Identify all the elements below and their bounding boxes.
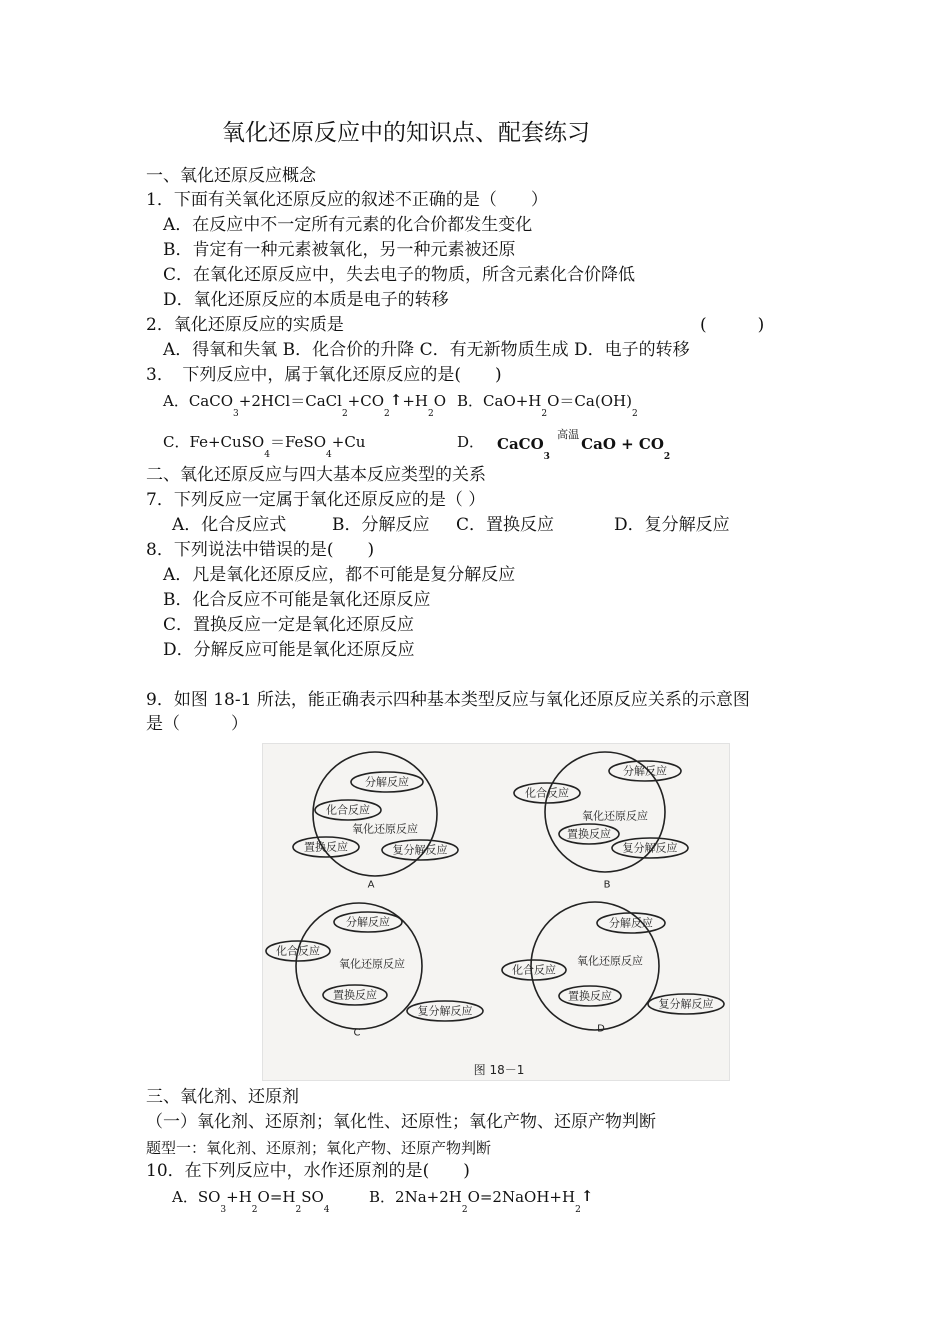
q10-a-part: O=H [257,1188,296,1206]
q10-b-part: O=2NaOH+H [467,1188,576,1206]
panel-b-displacement-label: 置换反应 [567,827,611,841]
panel-c-redox-label: 氧化还原反应 [339,957,405,971]
section-3-heading: 三、氧化剂、还原剂 [146,1087,299,1107]
q10-option-a [172,1186,330,1215]
q8-stem: 8．下列说法中错误的是( ) [146,540,375,560]
q9-stem-line2: 是（ ） [146,714,248,734]
q2-stem: 2．氧化还原反应的实质是 [146,315,344,335]
q1-option-a: A．在反应中不一定所有元素的化合价都发生变化 [163,215,533,235]
q7-option-d: D．复分解反应 [614,515,730,535]
q3-a-part: A．CaCO [163,392,234,410]
q10-a-sub: 2 [251,1205,258,1215]
q3-a-part: +2HCl＝CaCl [238,392,342,410]
panel-a-metathesis-label: 复分解反应 [392,843,448,857]
q3-d-sub: 3 [543,452,550,462]
panel-c-displacement-label: 置换反应 [333,988,377,1002]
q3-d-part: CaCO [497,435,544,453]
panel-d-decomposition-label: 分解反应 [609,916,653,930]
q2-options: A．得氧和失氧 B．化合价的升降 C．有无新物质生成 D．电子的转移 [163,340,690,360]
q3-d-part: CaO + CO [581,435,664,453]
q3-option-d-label: D． [457,433,485,451]
panel-a-decomposition-label: 分解反应 [365,775,409,789]
panel-d-redox-label: 氧化还原反应 [577,954,643,968]
q3-c-sub: 4 [326,450,332,460]
q1-option-d: D．氧化还原反应的本质是电子的转移 [163,290,449,310]
q10-a-part: SO [301,1188,324,1206]
section-1-heading: 一、氧化还原反应概念 [146,166,316,186]
q3-a-sub: 2 [427,409,434,419]
q2-answer-paren: ( ) [700,315,765,335]
q1-option-b: B．肯定有一种元素被氧化，另一种元素被还原 [163,240,516,260]
q3-a-part: +H [402,392,428,410]
q3-c-part: +Cu [331,433,366,451]
panel-b-metathesis-label: 复分解反应 [622,841,678,855]
figure-caption: 图 18－1 [473,1063,525,1077]
q3-option-c [163,431,366,460]
q1-stem: 1．下面有关氧化还原反应的叙述不正确的是（ ） [146,190,548,210]
panel-d-combination-label: 化合反应 [512,963,556,977]
q3-a-part: +CO [347,392,385,410]
q10-stem: 10．在下列反应中，水作还原剂的是( ) [146,1161,470,1181]
panel-a-letter: A [367,879,375,891]
q10-a-part: A．SO [172,1188,221,1206]
q3-option-d-equation [497,428,671,462]
q3-b-part: B．CaO+H [457,392,542,410]
q3-a-sub: 2 [341,409,348,419]
panel-c-metathesis-label: 复分解反应 [417,1004,473,1018]
q10-b-part: B．2Na+2H [369,1188,462,1206]
q3-c-part: ＝FeSO [269,433,327,451]
q7-option-a: A．化合反应式 [172,515,287,535]
section-3-subheading: （一）氧化剂、还原剂；氧化性、还原性；氧化产物、还原产物判断 [146,1112,656,1132]
q3-b-part: O＝Ca(OH) [547,392,632,410]
q10-b-sub: 2 [461,1205,468,1215]
panel-b-combination-label: 化合反应 [525,786,569,800]
q10-b-sub: 2 [575,1205,581,1215]
up-arrow-icon: ↑ [580,1187,594,1205]
panel-b-letter: B [603,879,611,891]
q3-stem: 3． 下列反应中，属于氧化还原反应的是( ) [146,365,502,385]
q1-option-c: C．在氧化还原反应中，失去电子的物质，所含元素化合价降低 [163,265,636,285]
panel-a-redox-label: 氧化还原反应 [352,822,418,836]
panel-c-decomposition-label: 分解反应 [346,915,390,929]
q8-option-b: B．化合反应不可能是氧化还原反应 [163,590,431,610]
q9-stem-line1: 9．如图 18-1 所法，能正确表示四种基本类型反应与氧化还原反应关系的示意图 [146,690,750,710]
q3-a-part: O [433,392,447,410]
q10-a-sub: 4 [323,1205,330,1215]
panel-c-combination-label: 化合反应 [276,944,320,958]
q8-option-a: A．凡是氧化还原反应，都不可能是复分解反应 [163,565,516,585]
panel-b-redox-label: 氧化还原反应 [582,809,648,823]
page-title: 氧化还原反应中的知识点、配套练习 [222,120,590,146]
q10-a-sub: 3 [220,1205,227,1215]
q3-c-part: C．Fe+CuSO [163,433,265,451]
q3-a-sub: 2 [384,409,390,419]
q3-d-sub: 2 [663,452,671,462]
panel-d-metathesis-label: 复分解反应 [658,997,714,1011]
section-2-heading: 二、氧化还原反应与四大基本反应类型的关系 [146,465,486,485]
q7-option-c: C．置换反应 [456,515,555,535]
panel-c-letter: C [353,1027,361,1039]
panel-d-displacement-label: 置换反应 [568,989,612,1003]
q3-b-sub: 2 [631,409,638,419]
q10-a-sub: 2 [295,1205,302,1215]
q10-a-part: +H [226,1188,252,1206]
panel-a-displacement-label: 置换反应 [304,840,348,854]
q8-option-c: C．置换反应一定是氧化还原反应 [163,615,415,635]
panel-b-decomposition-label: 分解反应 [623,764,667,778]
q10-option-b [369,1186,594,1215]
q3-option-b [457,390,638,419]
panel-a-combination-label: 化合反应 [326,803,370,817]
question-type-1: 题型一：氧化剂、还原剂；氧化产物、还原产物判断 [146,1139,492,1157]
q3-d-condition: 高温 [557,428,580,441]
q3-a-sub: 3 [233,409,239,419]
panel-d-letter: D [597,1023,605,1035]
q3-b-sub: 2 [541,409,548,419]
q7-stem: 7．下列反应一定属于氧化还原反应的是（ ） [146,490,486,510]
q3-option-a [163,390,447,419]
q7-option-b: B．分解反应 [332,515,430,535]
q8-option-d: D．分解反应可能是氧化还原反应 [163,640,415,660]
q3-c-sub: 4 [264,450,270,460]
venn-figure [262,743,730,1081]
up-arrow-icon: ↑ [389,391,403,409]
